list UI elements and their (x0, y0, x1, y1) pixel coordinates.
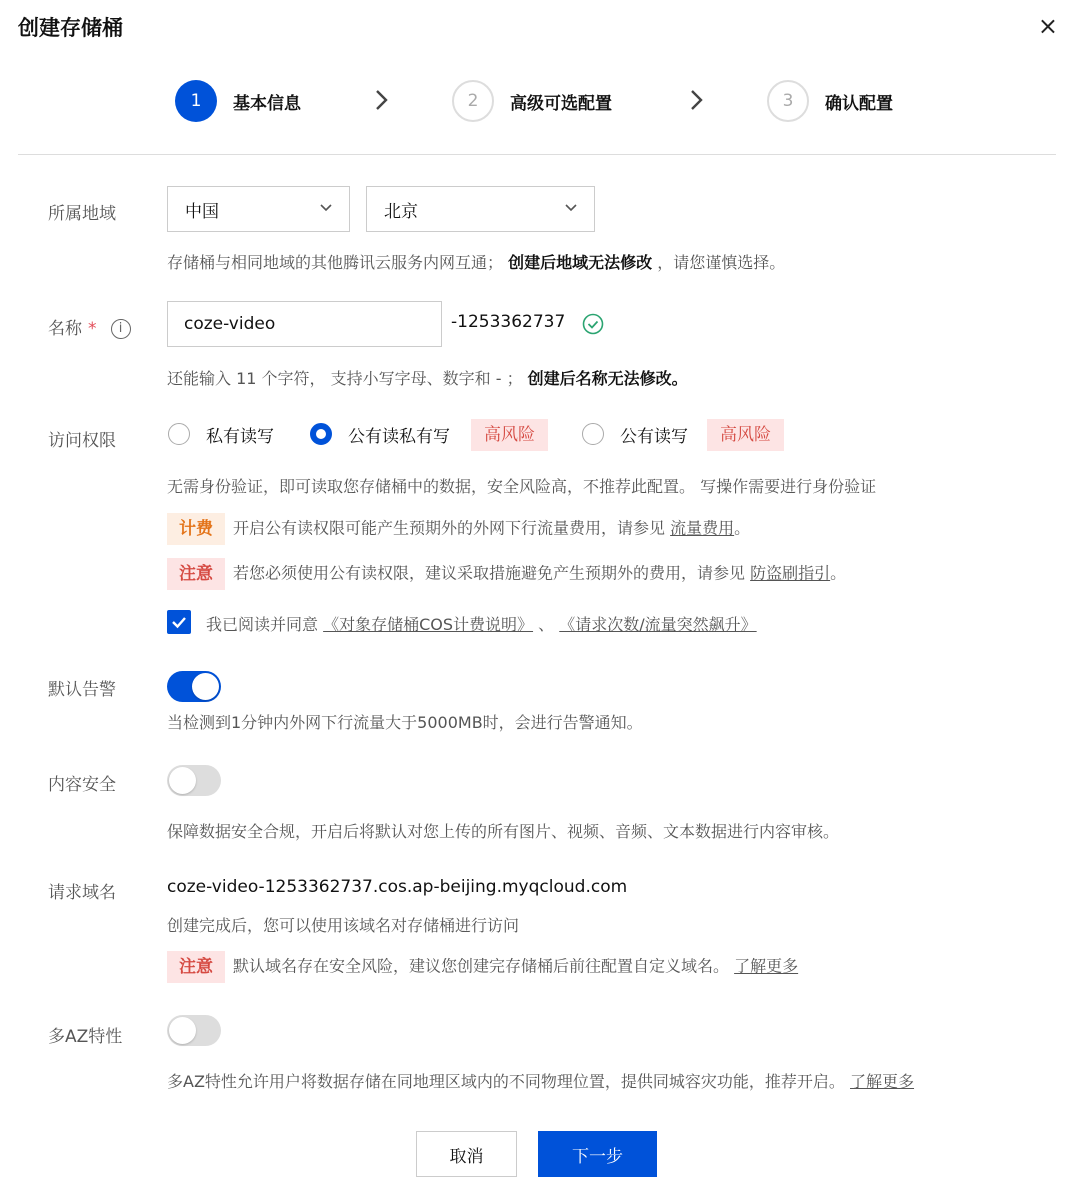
radio-private[interactable] (168, 423, 190, 445)
bucket-name-input[interactable] (167, 301, 442, 347)
request-domain-help: 创建完成后，您可以使用该域名对存储桶进行访问 (167, 916, 520, 935)
anti-abuse-notice (167, 558, 846, 590)
check-icon (170, 613, 188, 631)
traffic-fee-link[interactable]: 流量费用 (670, 518, 735, 538)
notice-end: 。 (830, 563, 847, 583)
chevron-down-icon (319, 201, 333, 215)
alarm-toggle[interactable] (167, 671, 221, 702)
toggle-knob (169, 1017, 196, 1044)
alarm-help: 当检测到1分钟内外网下行流量大于5000MB时，会进行告警通知。 (167, 713, 643, 732)
learn-more-link[interactable]: 了解更多 (850, 1072, 915, 1091)
request-domain-label: 请求域名 (48, 883, 116, 903)
region-help-bold: 创建后地域无法修改 (508, 253, 653, 272)
content-security-toggle[interactable] (167, 765, 221, 796)
region-help (167, 250, 785, 273)
region-help-end: ，请您谨慎选择。 (657, 253, 786, 272)
city-select[interactable] (366, 186, 595, 232)
multi-az-label: 多AZ特性 (48, 1027, 123, 1047)
billing-tag: 计费 (167, 513, 225, 545)
alarm-label: 默认告警 (48, 680, 116, 700)
info-icon[interactable]: i (111, 319, 131, 339)
request-domain-value: coze-video-1253362737.cos.ap-beijing.myqcloud.com (167, 877, 628, 897)
appid-suffix: -1253362737 (451, 312, 566, 332)
domain-notice-text: 默认域名存在安全风险，建议您创建完存储桶后前往配置自定义域名。 (233, 956, 730, 976)
billing-text: 开启公有读权限可能产生预期外的外网下行流量费用，请参见 (233, 518, 666, 538)
step-number-1: 1 (175, 80, 217, 122)
region-help-text: 存储桶与相同地域的其他腾讯云服务内网互通； (167, 253, 504, 272)
close-icon[interactable]: × (1037, 12, 1058, 40)
multi-az-toggle[interactable] (167, 1015, 221, 1046)
high-risk-badge: 高风险 (471, 419, 548, 451)
name-label-text: 名称 (48, 319, 82, 339)
multi-az-help (167, 1069, 914, 1092)
high-risk-badge: 高风险 (707, 419, 784, 451)
name-help-text: 还能输入 11 个字符， 支持小写字母、数字和 - ； (167, 369, 523, 388)
agree-separator: 、 (538, 615, 555, 634)
next-step-button[interactable]: 下一步 (538, 1131, 657, 1177)
step-number-3: 3 (767, 80, 809, 122)
toggle-knob (192, 673, 219, 700)
content-security-help: 保障数据安全合规，开启后将默认对您上传的所有图片、视频、音频、文本数据进行内容审核。 (167, 822, 840, 841)
dialog-title: 创建存储桶 (18, 16, 123, 40)
access-label: 访问权限 (48, 431, 116, 451)
step-label: 高级可选配置 (510, 93, 612, 114)
billing-notice (167, 513, 750, 545)
radio-label-public-read-write[interactable]: 公有读写 (620, 427, 688, 447)
agree-checkbox[interactable] (167, 610, 191, 634)
radio-public-read[interactable] (310, 423, 332, 445)
notice-tag: 注意 (167, 951, 225, 983)
header-divider (18, 154, 1056, 155)
chevron-down-icon (564, 201, 578, 215)
content-security-label: 内容安全 (48, 775, 116, 795)
notice-tag: 注意 (167, 558, 225, 590)
agree-label: 我已阅读并同意 (206, 615, 319, 634)
check-circle-icon (582, 313, 604, 335)
step-advanced-config (452, 80, 612, 122)
radio-public-read-write[interactable] (582, 423, 604, 445)
chevron-right-icon (687, 88, 707, 112)
multi-az-help-text: 多AZ特性允许用户将数据存储在同地理区域内的不同物理位置，提供同城容灾功能，推荐开启。 (167, 1072, 845, 1091)
cancel-button[interactable]: 取消 (416, 1131, 517, 1177)
anti-abuse-guide-link[interactable]: 防盗刷指引 (750, 563, 831, 583)
step-number-2: 2 (452, 80, 494, 122)
name-help-bold: 创建后名称无法修改。 (527, 369, 688, 388)
required-mark: * (88, 319, 97, 339)
cos-billing-link[interactable]: 《对象存储桶COS计费说明》 (323, 615, 534, 634)
step-confirm-config (767, 80, 893, 122)
chevron-right-icon (372, 88, 392, 112)
traffic-surge-link[interactable]: 《请求次数/流量突然飙升》 (559, 615, 757, 634)
radio-label-public-read[interactable]: 公有读私有写 (348, 427, 450, 447)
region-label: 所属地域 (48, 204, 116, 224)
step-label: 确认配置 (825, 93, 893, 114)
name-label (48, 314, 131, 339)
billing-end: 。 (734, 518, 751, 538)
step-basic-info (175, 80, 301, 122)
domain-notice (167, 951, 798, 983)
country-select[interactable] (167, 186, 350, 232)
agree-text (206, 612, 757, 635)
city-value: 北京 (384, 201, 418, 222)
step-label: 基本信息 (233, 93, 301, 114)
toggle-knob (169, 767, 196, 794)
notice-text: 若您必须使用公有读权限，建议采取措施避免产生预期外的费用，请参见 (233, 563, 746, 583)
learn-more-link[interactable]: 了解更多 (734, 956, 799, 976)
access-help: 无需身份验证，即可读取您存储桶中的数据，安全风险高，不推荐此配置。 写操作需要进行身份验证 (167, 477, 877, 496)
bucket-name-value: coze-video (184, 314, 276, 334)
country-value: 中国 (185, 201, 219, 222)
name-help (167, 366, 688, 389)
stepper (0, 80, 1080, 124)
radio-label-private[interactable]: 私有读写 (206, 427, 274, 447)
